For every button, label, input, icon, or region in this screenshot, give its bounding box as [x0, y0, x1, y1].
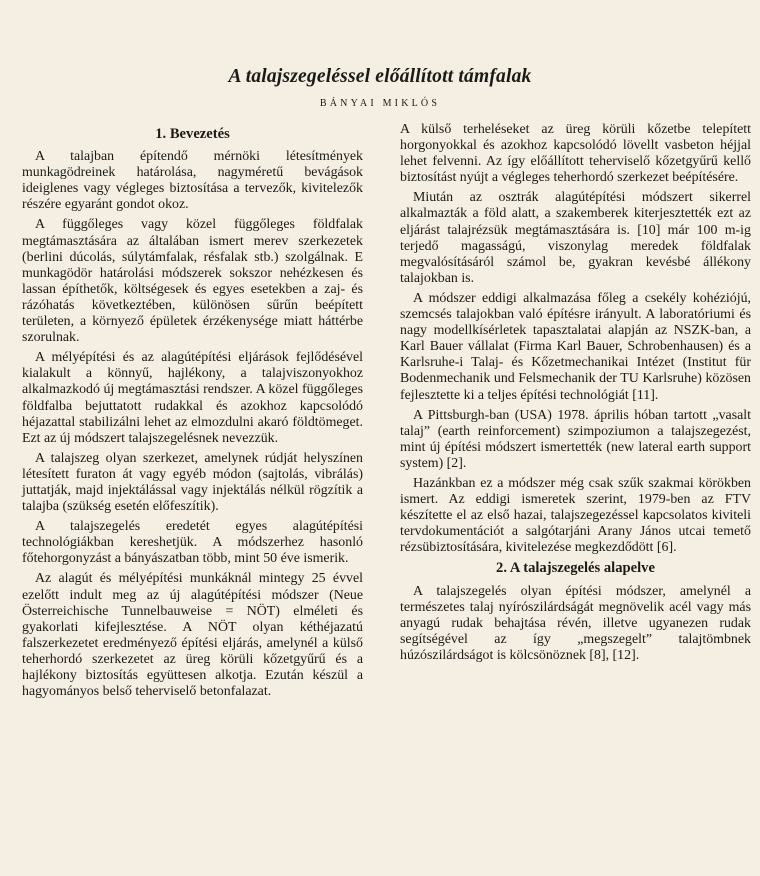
paragraph: A talajszegelés olyan építési módszer, amelynél a természetes talaj nyírószilárdságát megnövelik acél vagy más anyagú rudak behajtása révén, illetve ugyanezen rudak segítségével az így „megszegelt” talajtömbnek húzószilárdságot is kölcsönöznek [8], [12]. [400, 583, 751, 663]
section-heading-introduction: 1. Bevezetés [155, 126, 230, 142]
paragraph: Az alagút és mélyépítési munkáknál mintegy 25 évvel ezelőtt indult meg az új alagútépítési módszer (Neue Österreichische Tunnelbauweise = NÖT) elméleti és gyakorlati kifejlesztése. A NÖT olyan kéthéjazatú falszerkezetet eredményező építési eljárás, amelynél a külső teherhordó szerkezetet az üreg körüli kőzetgyűrű és a hajlékony biztosítás együttesen alkotja. Ezután készül a hagyományos belső teherviselő betonfalazat. [22, 571, 363, 700]
left-column [22, 122, 363, 704]
paragraph: A mélyépítési és az alagútépítési eljárások fejlődésével kialakult a könnyű, hajlékony, a talajviszonyokhoz alkalmazkodó új megtámasztási rendszer. A közel függőleges földfalba bejuttatott rudakkal és azokhoz kapcsolódó héjazattal stabilizálni lehet az elmozdulni akaró földtömeget. Ezt az új módszert talajszegelésnek nevezzük. [22, 350, 363, 446]
paragraph: A módszer eddigi alkalmazása főleg a csekély kohéziójú, szemcsés talajokban való építésre irányult. A laboratóriumi és nagy modellkísérletek tapasztalatai alapján az NSZK-ban, a Karl Bauer vállalat (Firma Karl Bauer, Schrobenhausen) és a Karlsruhe-i Talaj- és Kőzetmechanikai Intézet (Institut für Bodenmechanik und Felsmechanik der TU Karlsruhe) közösen fejlesztette ki a teljes építési technológiát [11]. [400, 290, 751, 403]
paragraph: A talajban építendő mérnöki létesítmények munkagödreinek határolása, nagyméretű bevágások ideiglenes vagy végleges biztosítása a tervezők, kivitelezők részére egyaránt gondot okoz. [22, 149, 363, 213]
paragraph: Hazánkban ez a módszer még csak szűk szakmai körökben ismert. Az eddigi ismeretek szerint, 1979-ben az FTV készítette el az első hazai, talajszegezéssel kapcsolatos kiviteli tervdokumentációt a salgótarjáni Arany János utcai temető rézsübiztosítására, kivitelezése megkezdődött [6]. [400, 475, 751, 556]
article-author: BÁNYAI MIKLÓS [319, 98, 441, 109]
paragraph: A függőleges vagy közel függőleges földfalak megtámasztására az általában ismert merev szerkezetek (berlini dúcolás, súlytámfalak, résfalak stb.) szolgálnak. E munkagödör határolási módszerek sokszor nehézkesen és lassan építhetők, költségesek és egyes esetekben a zaj- és rázóhatás következtében, különösen sűrűn beépített területen, a környező épületek érzékenysége miatt háttérbe szorulnak. [22, 217, 363, 346]
right-column [400, 122, 751, 668]
paragraph: A külső terheléseket az üreg körüli kőzetbe telepített horgonyokkal és azokhoz kapcsolódó lövellt vasbeton héjjal lehet felvenni. Az így előállított teherviselő kőzetgyűrű kellő biztosítást nyújt a végleges teherhordó szerkezet beépítésére. [400, 122, 751, 186]
paragraph: A talajszeg olyan szerkezet, amelynek rúdját helyszínen létesített furaton át vagy egyéb módon (sajtolás, vibrálás) juttatják, majd injektálással vagy injektálás nélkül rögzítik a talajba (szükség esetén előfeszítik). [22, 450, 363, 515]
article-title: A talajszegeléssel előállított támfalak [228, 66, 532, 87]
paragraph: A Pittsburgh-ban (USA) 1978. április hóban tartott „vasalt talaj” (earth reinforcement) szimpoziumon a talajszegezést, mint új építési módszert ismertették (new lateral earth support system) [2]. [400, 407, 751, 471]
section-heading-principle: 2. A talajszegelés alapelve [496, 560, 655, 577]
paragraph: Miután az osztrák alagútépítési módszert sikerrel alkalmazták a föld alatt, a szakemberek kiterjesztették ezt az eljárást talajrézsük megtámasztására is. [10] már 100 m-ig terjedő magasságú, viszonylag meredek földfalak megvalósításáról számol be, gyakran kevésbé állékony talajokban is. [400, 190, 751, 286]
paragraph: A talajszegelés eredetét egyes alagútépítési technológiákban kereshetjük. A módszerhez hasonló főtehorgonyzást a bányászatban több, mint 50 éve ismerik. [22, 519, 363, 567]
